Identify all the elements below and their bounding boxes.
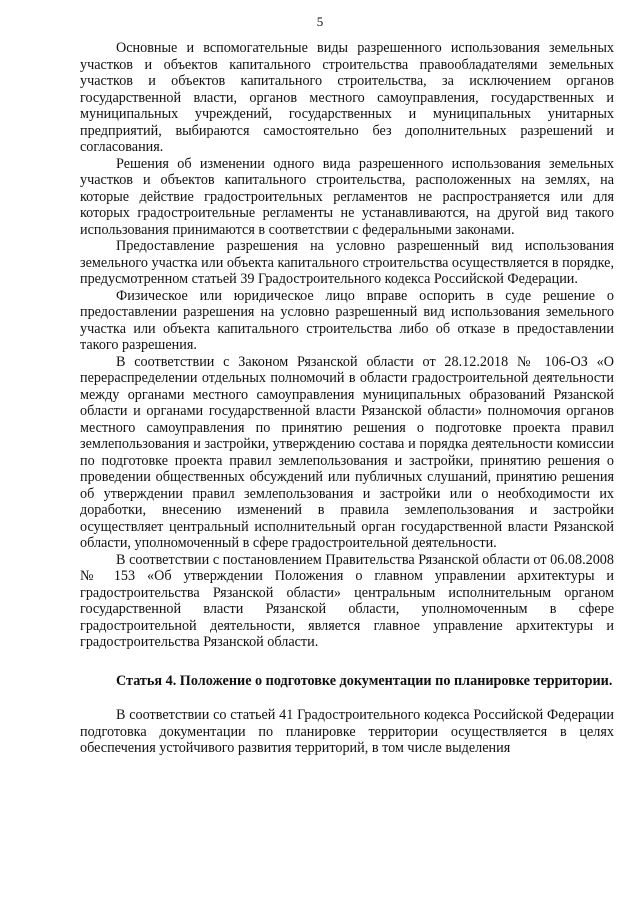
paragraph: Предоставление разрешения на условно разрешенный вид использования земельного участка или объекта капитального строительства осуществляется в порядке, предусмотренном статьей 39 Градостроительного кодекса Российской Федерации. — [80, 238, 614, 287]
article-heading: Статья 4. Положение о подготовке документации по планировке территории. — [116, 672, 613, 689]
paragraph: Основные и вспомогательные виды разрешенного использования земельных участков и объектов капитального строительства правообладателями земельных участков и объектов капитального строительства, за исключением органов государственной власти, органов местного самоуправления, государственных и муниципальных учреждений, государственных и муниципальных унитарных предприятий, выбираются самостоятельно без дополнительных разрешений и согласования. — [80, 40, 614, 155]
paragraph: В соответствии со статьей 41 Градостроительного кодекса Российской Федерации подготовка документации по планировке территории осуществляется в целях обеспечения устойчивого развития территорий, в том числе выделения — [80, 707, 614, 756]
paragraph: В соответствии с постановлением Правительства Рязанской области от 06.08.2008 № 153 «Об утверждении Положения о главном управлении архитектуры и градостроительства Рязанской области» центральным исполнительным органом государственной власти Рязанской области, уполномоченным в сфере градостроительной деятельности, является главное управление архитектуры и градостроительства Рязанской области. — [80, 551, 614, 650]
page-body — [80, 40, 614, 757]
page-number: 5 — [316, 14, 324, 29]
paragraph: В соответствии с Законом Рязанской области от 28.12.2018 № 106-ОЗ «О перераспределении отдельных полномочий в области градостроительной деятельности между органами местного самоуправления муниципальных образований Рязанской области и органами государственной власти Рязанской области» полномочия органов местного самоуправления по принятию решения о подготовке проекта правил землепользования и застройки, утверждению состава и порядка деятельности комиссии по подготовке проекта правил землепользования и застройки, принятию решения о проведении общественных обсуждений или публичных слушаний, принятию решения об утверждении правил землепользования и застройки или о необходимости их доработки, внесению изменений в правила землепользования и застройки осуществляет центральный исполнительный орган государственной власти Рязанской области, уполномоченный в сфере градостроительной деятельности. — [80, 353, 614, 551]
paragraph: Физическое или юридическое лицо вправе оспорить в суде решение о предоставлении разрешения на условно разрешенный вид использования земельного участка или объекта капитального строительства либо об отказе в предоставлении такого разрешения. — [80, 287, 614, 353]
paragraph: Решения об изменении одного вида разрешенного использования земельных участков и объектов капитального строительства, расположенных на землях, на которые действие градостроительных регламентов не распространяется или для которых градостроительные регламенты не устанавливаются, на другой вид такого использования принимаются в соответствии с федеральными законами. — [80, 155, 614, 238]
